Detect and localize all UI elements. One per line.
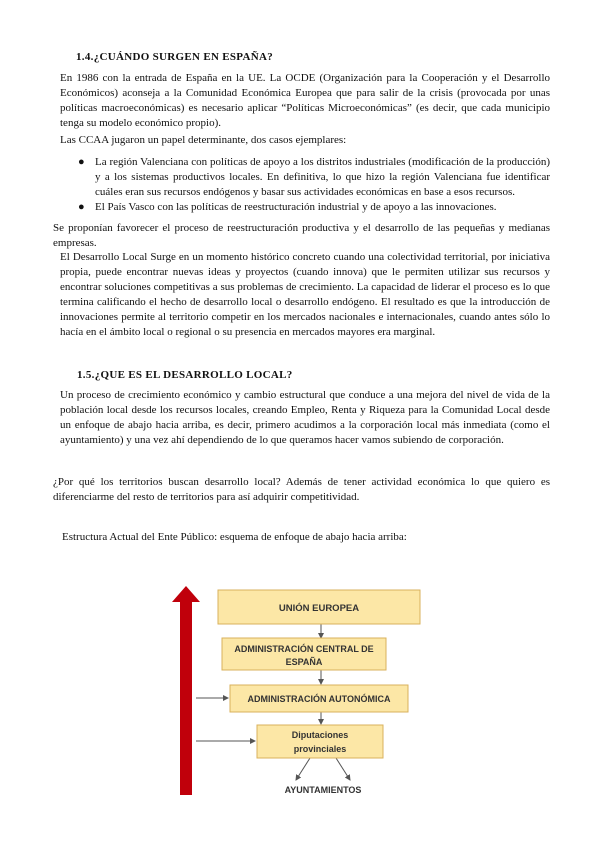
structure-diagram: [160, 570, 422, 812]
heading-1-4: 1.4.¿CUÁNDO SURGEN EN ESPAÑA?: [76, 51, 274, 63]
list-item-text: El País Vasco con las políticas de reestructuración industrial y de apoyo a las innovaciones.: [95, 201, 497, 213]
list-item-text: La región Valenciana con políticas de apoyo a los distritos industriales (modificación de la producción) y a los sistemas productivos locales. En definitiva, lo que hizo la región Valenciana fue identificar cuáles eran sus recursos endógenos y basar sus actividades económicas en base a esos recursos.: [95, 156, 550, 198]
connector: [336, 758, 350, 780]
box-diputaciones-label-2: provinciales: [293, 744, 347, 754]
bullet-icon: ●: [78, 201, 85, 213]
bullet-icon: ●: [78, 156, 85, 168]
ayuntamientos-label: AYUNTAMIENTOS: [284, 785, 362, 795]
bullet-list: [78, 155, 550, 215]
paragraph-estructura: Estructura Actual del Ente Público: esquema de enfoque de abajo hacia arriba:: [62, 531, 407, 543]
paragraph-ccaa: Las CCAA jugaron un papel determinante, dos casos ejemplares:: [60, 134, 347, 146]
box-diputaciones-label: Diputaciones: [291, 730, 349, 740]
list-item: [78, 200, 550, 215]
paragraph-proponian: Se proponían favorecer el proceso de reestructuración productiva y el desarrollo de las pequeñas y medianas empresas.: [53, 222, 550, 249]
box-admin-central-label: ADMINISTRACIÓN CENTRAL DE: [234, 644, 374, 654]
paragraph-origin: En 1986 con la entrada de España en la UE. La OCDE (Organización para la Cooperación y el Desarrollo Económicos) aconseja a la Comunidad Económica Europea que para salir de la crisis (provocada por unas políticas macroeconómicas) es necesario aplicar “Políticas Microeconómicas” (es decir, que cada municipio tenga su modelo económico propio).: [60, 72, 550, 129]
box-union-europea-label: UNIÓN EUROPEA: [278, 603, 360, 614]
paragraph-desarrollo-local: El Desarrollo Local Surge en un momento histórico concreto cuando una colectividad territorial, por iniciativa propia, puede encontrar nuevas ideas y proyectos (cuando innova) que le permiten utilizar sus recursos y encontrar soluciones competitivas a sus problemas de crecimiento. La capacidad de liderar el proceso es lo que termina calificando el hecho de desarrollo local o desarrollo endógeno. El resultado es que la introducción de innovaciones permite al territorio competir en los mercados nacionales e internacionales, cuando antes sólo lo hacía en el ámbito local o regional o su presencia en mercados mayores era marginal.: [60, 251, 550, 338]
paragraph-definition: Un proceso de crecimiento económico y cambio estructural que conduce a una mejora del nivel de vida de la población local desde los recursos locales, creando Empleo, Renta y Riqueza para la Comunidad Local desde un enfoque de abajo hacia arriba, es decir, primero acudimos a la corporación local más inmediata (como el ayuntamiento) y una vez ahí dependiendo de lo que queramos hacer vamos subiendo de corporación.: [60, 389, 550, 446]
list-item: [78, 155, 550, 200]
box-admin-central-label-2: ESPAÑA: [285, 657, 323, 667]
box-admin-autonomica-label: ADMINISTRACIÓN AUTONÓMICA: [247, 694, 391, 704]
upward-arrow-icon: [172, 586, 200, 795]
connector: [296, 758, 310, 780]
heading-1-5: 1.5.¿QUE ES EL DESARROLLO LOCAL?: [77, 369, 293, 381]
paragraph-por-que: ¿Por qué los territorios buscan desarrollo local? Además de tener actividad económica lo que quiero es diferenciarme del resto de territorios para así adquirir competitividad.: [53, 476, 550, 503]
